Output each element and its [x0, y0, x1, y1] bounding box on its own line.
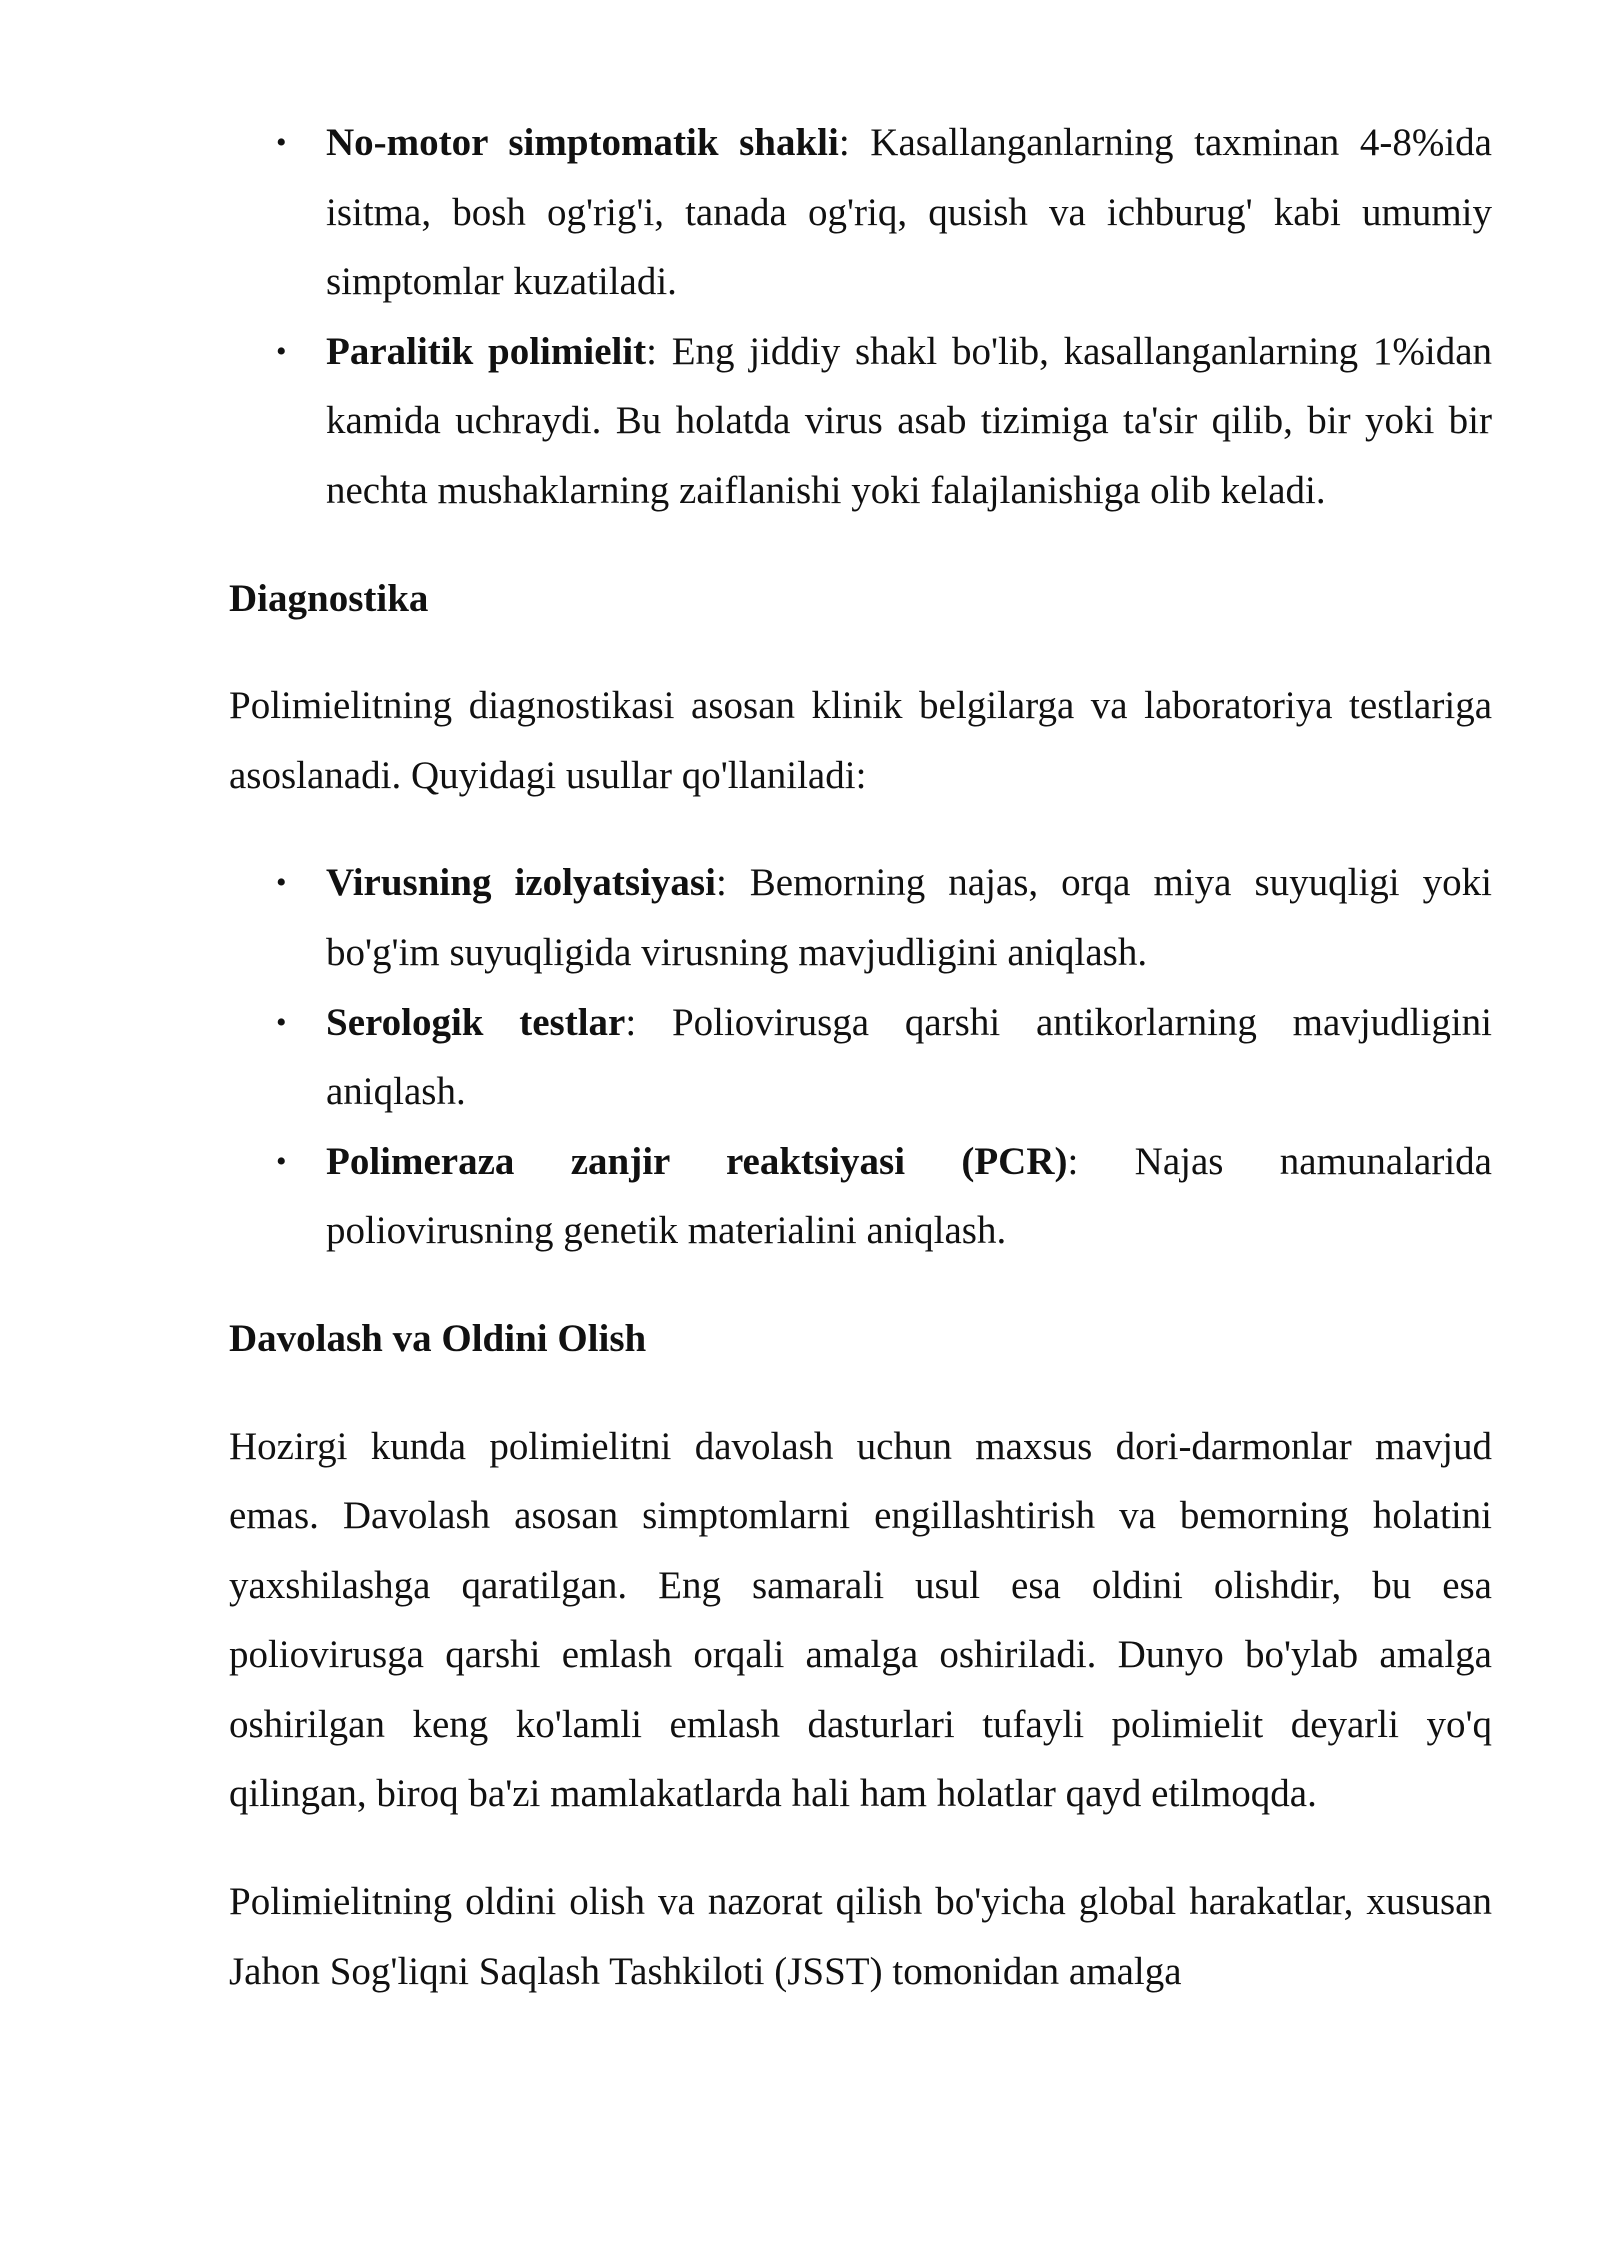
diagnostic-methods-list	[229, 848, 1492, 1266]
bullet-icon: •	[276, 1005, 287, 1039]
list-item-term: Serologik testlar	[326, 1000, 626, 1044]
davolash-paragraph-1: Hozirgi kunda polimielitni davolash uchun maxsus dori-darmonlar mavjud emas. Davolash asosan simptomlarni engillashtirish va bemorning holatini yaxshilashga qaratilgan. Eng samarali usul esa oldini olishdir, bu esa poliovirusga qarshi emlash orqali amalga oshiriladi. Dunyo bo'ylab amalga oshirilgan keng ko'lamli emlash dasturlari tufayli polimielit deyarli yo'q qilingan, biroq ba'zi mamlakatlarda hali ham holatlar qayd etilmoqda.	[229, 1424, 1492, 1816]
list-item-term: Paralitik polimielit	[326, 329, 647, 373]
bullet-icon: •	[276, 334, 287, 368]
heading-diagnostika: Diagnostika	[229, 576, 429, 620]
list-item-text: : Poliovirusga qarshi antikorlarning mavjudligini aniqlash.	[326, 1000, 1492, 1114]
davolash-paragraph-2: Polimielitning oldini olish va nazorat qilish bo'yicha global harakatlar, xususan Jahon Sog'liqni Saqlash Tashkiloti (JSST) tomonidan amalga	[229, 1880, 1492, 1993]
bullet-icon: •	[276, 1144, 287, 1178]
list-item-term: Polimeraza zanjir reaktsiyasi (PCR)	[326, 1139, 1068, 1183]
list-item	[276, 1127, 1492, 1266]
list-item-term: Virusning izolyatsiyasi	[326, 861, 716, 905]
list-item-text: : Bemorning najas, orqa miya suyuqligi yoki bo'g'im suyuqligida virusning mavjudligini aniqlash.	[326, 861, 1492, 974]
list-item	[276, 988, 1492, 1127]
heading-davolash: Davolash va Oldini Olish	[229, 1316, 647, 1360]
bullet-icon: •	[276, 866, 287, 900]
bullet-icon: •	[276, 126, 287, 159]
list-item-term: No-motor simptomatik shakli	[326, 121, 839, 164]
list-item-text: : Najas namunalarida poliovirusning genetik materialini aniqlash.	[326, 1139, 1492, 1253]
document-content	[229, 108, 1492, 2006]
list-item	[276, 317, 1493, 526]
list-item	[276, 108, 1492, 317]
list-item	[276, 848, 1492, 987]
list-item-text: : Kasallanganlarning taxminan 4-8%ida isitma, bosh og'rig'i, tanada og'riq, qusish va ichburug' kabi umumiy simptomlar kuzatiladi.	[326, 121, 1492, 304]
list-item-text: : Eng jiddiy shakl bo'lib, kasallanganlarning 1%idan kamida uchraydi. Bu holatda virus asab tizimiga ta'sir qilib, bir yoki bir nechta mushaklarning zaiflanishi yoki falajlanishiga olib keladi.	[326, 329, 1493, 512]
diagnostika-intro-paragraph: Polimielitning diagnostikasi asosan klinik belgilarga va laboratoriya testlariga asoslanadi. Quyidagi usullar qo'llaniladi:	[229, 684, 1492, 797]
symptom-forms-list	[229, 108, 1492, 526]
